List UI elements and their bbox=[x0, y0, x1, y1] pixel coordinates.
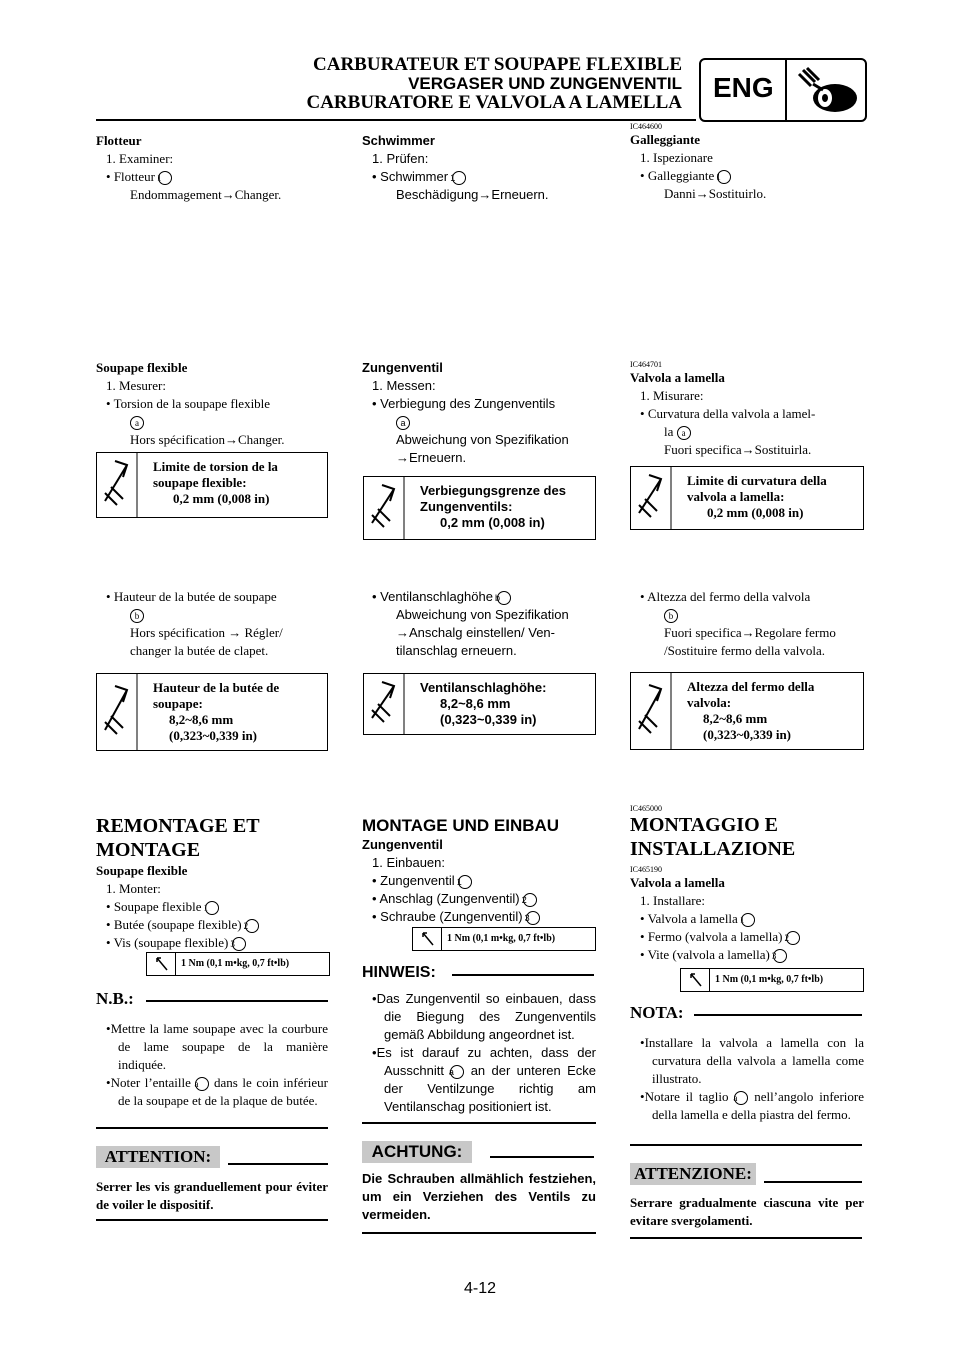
it-note-rule bbox=[694, 1014, 862, 1016]
fr-spec-stopper-height bbox=[96, 673, 328, 751]
it-note-body bbox=[630, 1034, 864, 1124]
fr-spec-bend-limit bbox=[96, 452, 328, 518]
it-assembly-step: 1. Installare: bbox=[640, 893, 705, 908]
ref-marker: b bbox=[664, 609, 678, 623]
ref-marker: 1 bbox=[717, 170, 731, 184]
fr-caution-end-rule bbox=[96, 1219, 328, 1221]
fr-float-bullet: • Flotteur 1 bbox=[96, 168, 328, 186]
de-spec-bend-limit bbox=[363, 476, 596, 540]
it-assembly-item: • Fermo (valvola a lamella) 2 bbox=[630, 928, 864, 946]
it-float-action: Danni→Sostituirlo. bbox=[664, 186, 767, 201]
it-spec-stopper-height bbox=[630, 672, 864, 750]
fr-stopper-action2: changer la butée de clapet. bbox=[130, 643, 269, 658]
de-reed-bullet1-action1: Abweichung von Spezifikation bbox=[396, 432, 569, 447]
it-assembly-item: • Valvola a lamella 1 bbox=[630, 910, 864, 928]
de-assembly-item: • Anschlag (Zungenventil) 2 bbox=[362, 890, 596, 908]
it-stopper-height-section bbox=[630, 588, 864, 660]
it-caution-title: ATTENZIONE: bbox=[630, 1163, 756, 1185]
torque-wrench-icon bbox=[689, 972, 703, 988]
de-spec-stopper-height bbox=[363, 673, 596, 735]
it-reed-bullet1-action: Fuori specifica→Sostituirla. bbox=[664, 442, 812, 457]
ref-marker: a bbox=[195, 1077, 209, 1091]
de-assembly-step: 1. Einbauen: bbox=[372, 855, 446, 870]
fr-note-title: N.B.: bbox=[96, 989, 134, 1008]
spec-line: Limite di curvatura della bbox=[687, 473, 827, 488]
it-stopper-action1: Fuori specifica→Regolare fermo bbox=[664, 625, 836, 640]
it-reed-code: IC464701 bbox=[630, 360, 662, 369]
fr-reed-step: 1. Mesurer: bbox=[106, 378, 166, 393]
it-assembly-sub: Valvola a lamella bbox=[630, 875, 725, 890]
fr-assembly-title-1: REMONTAGE ET bbox=[96, 815, 260, 837]
spec-value: (0,323~0,339 in) bbox=[703, 727, 792, 742]
spec-line: soupape flexible: bbox=[153, 475, 247, 490]
ref-marker: 1 bbox=[458, 875, 472, 889]
fr-assembly-item: • Butée (soupape flexible) 2 bbox=[96, 916, 328, 934]
ref-marker: 1 bbox=[452, 171, 466, 185]
spec-line: soupape: bbox=[153, 696, 203, 711]
fr-torque-spec bbox=[146, 952, 330, 976]
fr-assembly-title-2: MONTAGE bbox=[96, 839, 201, 861]
spec-line: Ventilanschlaghöhe: bbox=[420, 680, 547, 695]
ref-marker: 2 bbox=[523, 893, 537, 907]
torque-value: 1 Nm (0,1 m•kg, 0,7 ft•lb) bbox=[715, 974, 824, 985]
fr-reed-bullet1: • Torsion de la soupape flexible bbox=[106, 396, 271, 411]
it-assembly-section bbox=[630, 804, 864, 964]
fr-assembly-item: • Vis (soupape flexible) 3 bbox=[96, 934, 328, 952]
de-caution-rule bbox=[490, 1156, 594, 1158]
de-reed-bullet1-mark bbox=[362, 413, 596, 431]
spec-value: 0,2 mm (0,008 in) bbox=[173, 491, 270, 506]
it-float-code: IC464600 bbox=[630, 122, 662, 131]
spec-value: (0,323~0,339 in) bbox=[169, 728, 258, 743]
fr-caution-rule bbox=[228, 1163, 328, 1165]
ref-marker: a bbox=[734, 1091, 748, 1105]
torque-value: 1 Nm (0,1 m•kg, 0,7 ft•lb) bbox=[181, 958, 290, 969]
de-caution-end-rule bbox=[362, 1232, 596, 1234]
de-stopper-height-section bbox=[362, 588, 596, 660]
fr-note-body bbox=[96, 1020, 328, 1110]
ref-marker: 1 bbox=[741, 913, 755, 927]
fr-assembly-step: 1. Monter: bbox=[106, 881, 161, 896]
it-assembly-sub-code: IC465190 bbox=[630, 865, 662, 874]
it-stopper-bullet: • Altezza del fermo della valvola bbox=[640, 589, 811, 604]
caliper-icon bbox=[364, 477, 412, 539]
it-stopper-mark bbox=[630, 606, 864, 624]
ref-marker: a bbox=[450, 1065, 464, 1079]
torque-divider bbox=[709, 969, 710, 991]
ref-marker: 2 bbox=[245, 919, 259, 933]
ref-marker: 1 bbox=[205, 901, 219, 915]
engine-icon bbox=[795, 64, 861, 116]
ref-marker: a bbox=[677, 426, 691, 440]
it-torque-spec bbox=[680, 968, 864, 992]
it-note-item: •Installare la valvola a lamella con la curvatura della valvola a lamella come illustrato. bbox=[640, 1035, 864, 1086]
ref-marker: 2 bbox=[786, 931, 800, 945]
fr-float-title: Flotteur bbox=[96, 133, 142, 148]
header-title-de: VERGASER UND ZUNGENVENTIL bbox=[408, 74, 682, 93]
de-float-step: 1. Prüfen: bbox=[372, 151, 429, 166]
fr-assembly-sub: Soupape flexible bbox=[96, 863, 188, 878]
fr-stopper-bullet: • Hauteur de la butée de soupape bbox=[106, 589, 277, 604]
it-float-step: 1. Ispezionare bbox=[640, 150, 713, 165]
de-assembly-section bbox=[362, 816, 596, 926]
ref-marker: 1 bbox=[158, 171, 172, 185]
it-note-item: •Notare il taglio a nell’angolo inferiore della lamella e della piastra del fermo. bbox=[640, 1089, 864, 1122]
it-caution-body: Serrare gradualmente ciascuna vite per evitare svergolamenti. bbox=[630, 1195, 864, 1228]
ref-marker: 3 bbox=[526, 911, 540, 925]
de-note-body bbox=[362, 990, 596, 1116]
header-rule bbox=[96, 119, 696, 121]
it-assembly-title-2: INSTALLAZIONE bbox=[630, 838, 796, 860]
de-reed-title: Zungenventil bbox=[362, 360, 443, 375]
de-note-title: HINWEIS: bbox=[362, 964, 436, 981]
fr-reed-title: Soupape flexible bbox=[96, 360, 188, 375]
fr-float-action: Endommagement→Changer. bbox=[130, 187, 282, 202]
badge-divider bbox=[785, 60, 787, 120]
badge-label: ENG bbox=[713, 72, 774, 103]
spec-value: 0,2 mm (0,008 in) bbox=[440, 515, 545, 530]
header-title-fr: CARBURATEUR ET SOUPAPE FLEXIBLE bbox=[313, 54, 682, 75]
spec-value: 8,2~8,6 mm bbox=[440, 696, 511, 711]
de-float-bullet: • Schwimmer 1 bbox=[362, 168, 594, 186]
caliper-icon bbox=[97, 453, 145, 517]
de-caution-title: ACHTUNG: bbox=[362, 1141, 472, 1163]
torque-wrench-icon bbox=[155, 956, 169, 972]
de-float-action: Beschädigung→Erneuern. bbox=[396, 187, 549, 202]
de-reed-bullet1-action2: →Erneuern. bbox=[396, 450, 467, 465]
de-assembly-item: • Zungenventil 1 bbox=[362, 872, 596, 890]
torque-value: 1 Nm (0,1 m•kg, 0,7 ft•lb) bbox=[447, 933, 556, 944]
caliper-icon bbox=[631, 467, 679, 529]
fr-caution-title: ATTENTION: bbox=[96, 1146, 220, 1168]
de-float-title: Schwimmer bbox=[362, 133, 435, 148]
de-torque-spec bbox=[412, 927, 596, 951]
spec-line: Zungenventils: bbox=[420, 499, 513, 514]
spec-value: 8,2~8,6 mm bbox=[703, 711, 768, 726]
ref-marker: 3 bbox=[773, 949, 787, 963]
it-note-title: NOTA: bbox=[630, 1003, 684, 1022]
spec-line: valvola a lamella: bbox=[687, 489, 785, 504]
de-stopper-action3: tilanschlag erneuern. bbox=[396, 643, 517, 658]
fr-note-item: •Mettre la lame soupape avec la courbure de lame soupape de la manière indiquée. bbox=[106, 1021, 328, 1072]
it-reed-bullet1: • Curvatura della valvola a lamel- bbox=[640, 406, 816, 421]
ref-marker: b bbox=[497, 591, 511, 605]
torque-divider bbox=[441, 928, 442, 950]
it-caution-rule bbox=[764, 1181, 862, 1183]
fr-stopper-height-section bbox=[96, 588, 328, 660]
de-note-rule bbox=[452, 974, 594, 976]
it-assembly-title-1: MONTAGGIO E bbox=[630, 814, 778, 836]
fr-float-section bbox=[96, 132, 328, 204]
it-assembly-code: IC465000 bbox=[630, 804, 662, 813]
fr-assembly-section bbox=[96, 814, 328, 952]
de-stopper-action1: Abweichung von Spezifikation bbox=[396, 607, 569, 622]
it-assembly-item: • Vite (valvola a lamella) 3 bbox=[630, 946, 864, 964]
de-reed-bullet1: • Verbiegung des Zungenventils bbox=[372, 396, 556, 411]
de-caution-body: Die Schrauben allmählich festziehen, um ein Verziehen des Ventils zu vermeiden. bbox=[362, 1171, 596, 1222]
spec-value: 0,2 mm (0,008 in) bbox=[707, 505, 804, 520]
it-float-bullet: • Galleggiante 1 bbox=[630, 167, 862, 185]
fr-reed-measure-section bbox=[96, 359, 328, 449]
de-reed-step: 1. Messen: bbox=[372, 378, 436, 393]
caliper-icon bbox=[364, 674, 412, 734]
ref-marker: b bbox=[130, 609, 144, 623]
spec-line: Hauteur de la butée de bbox=[153, 680, 280, 695]
de-stopper-bullet: • Ventilanschlaghöhe b bbox=[362, 588, 596, 606]
spec-line: valvola: bbox=[687, 695, 732, 710]
ref-marker: a bbox=[130, 416, 144, 430]
it-reed-measure-section bbox=[630, 360, 864, 459]
de-note-end-rule bbox=[362, 1122, 596, 1124]
fr-caution-body: Serrer les vis granduellement pour éviter de voiler le dispositif. bbox=[96, 1179, 328, 1212]
header-title-it: CARBURATORE E VALVOLA A LAMELLA bbox=[306, 92, 682, 113]
de-assembly-sub: Zungenventil bbox=[362, 837, 443, 852]
fr-note-rule bbox=[146, 1000, 328, 1002]
spec-line: Verbiegungsgrenze des bbox=[420, 483, 566, 498]
de-assembly-title: MONTAGE UND EINBAU bbox=[362, 816, 560, 835]
spec-line: Limite de torsion de la bbox=[153, 459, 278, 474]
de-note-item: •Es ist darauf zu achten, dass der Ausschnitt a an der unteren Ecke der Ventilzunge richtig am Ventilanschag positioniert ist. bbox=[372, 1045, 596, 1114]
de-float-section bbox=[362, 132, 594, 204]
fr-stopper-action1: Hors spécification → Régler/ bbox=[130, 625, 283, 640]
ref-marker: 3 bbox=[232, 937, 246, 951]
de-reed-measure-section bbox=[362, 359, 596, 467]
it-note-end-rule bbox=[630, 1144, 862, 1146]
fr-assembly-item: • Soupape flexible 1 bbox=[96, 898, 328, 916]
it-reed-title: Valvola a lamella bbox=[630, 370, 725, 385]
fr-float-step: 1. Examiner: bbox=[106, 151, 174, 166]
fr-note-end-rule bbox=[96, 1127, 328, 1129]
fr-stopper-mark bbox=[96, 606, 328, 624]
it-reed-step: 1. Misurare: bbox=[640, 388, 704, 403]
spec-line: Altezza del fermo della bbox=[687, 679, 815, 694]
torque-wrench-icon bbox=[421, 931, 435, 947]
spec-value: (0,323~0,339 in) bbox=[440, 712, 537, 727]
caliper-icon bbox=[631, 673, 679, 749]
it-float-section bbox=[630, 122, 862, 203]
fr-reed-bullet1-mark bbox=[96, 413, 328, 431]
it-float-title: Galleggiante bbox=[630, 132, 701, 147]
de-note-item: •Das Zungenventil so einbauen, dass die Biegung des Zungenventils gemäß Abbildung angeordnet ist. bbox=[372, 991, 596, 1042]
it-stopper-action2: /Sostituire fermo della valvola. bbox=[664, 643, 826, 658]
de-assembly-item: • Schraube (Zungenventil) 3 bbox=[362, 908, 596, 926]
it-reed-bullet1-cont: la a bbox=[630, 423, 864, 441]
torque-divider bbox=[175, 953, 176, 975]
fr-reed-bullet1-action: Hors spécification→Changer. bbox=[130, 432, 285, 447]
it-spec-bend-limit bbox=[630, 466, 864, 530]
caliper-icon bbox=[97, 674, 145, 750]
ref-marker: a bbox=[396, 416, 410, 430]
de-stopper-action2: →Anschalg einstellen/ Ven- bbox=[396, 625, 555, 640]
it-caution-end-rule bbox=[630, 1237, 862, 1239]
page-number: 4-12 bbox=[463, 1280, 497, 1297]
engine-section-badge bbox=[699, 58, 867, 122]
fr-note-item: •Noter l’entaille a dans le coin inférieur de la soupape et de la plaque de butée. bbox=[106, 1075, 328, 1108]
spec-value: 8,2~8,6 mm bbox=[169, 712, 234, 727]
